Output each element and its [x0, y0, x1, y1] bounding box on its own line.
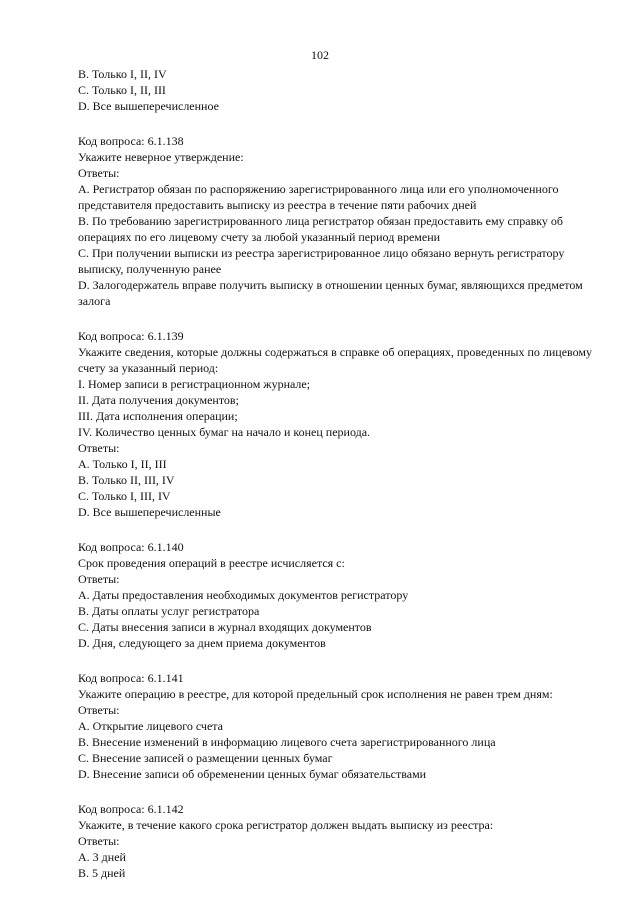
question-block-6-1-142	[78, 801, 598, 881]
answer-option: B. Только I, II, IV	[78, 67, 167, 81]
answers-label: Ответы:	[78, 441, 120, 455]
answer-option: D. Внесение записи об обременении ценных бумаг обязательствами	[78, 767, 427, 781]
answer-option: D. Все вышеперечисленное	[78, 99, 219, 113]
answer-option: C. Только I, II, III	[78, 83, 166, 97]
question-text: Укажите неверное утверждение:	[78, 150, 244, 164]
answer-option: A. 3 дней	[78, 850, 126, 864]
answer-option: C. Только I, III, IV	[78, 489, 171, 503]
question-code: Код вопроса: 6.1.140	[78, 540, 184, 554]
answers-label: Ответы:	[78, 703, 120, 717]
answer-option: C. Даты внесения записи в журнал входящих документов	[78, 620, 372, 634]
answer-option: B. 5 дней	[78, 866, 126, 880]
question-block-6-1-141	[78, 670, 598, 782]
question-item: I. Номер записи в регистрационном журнале;	[78, 377, 311, 391]
question-code: Код вопроса: 6.1.142	[78, 802, 184, 816]
question-block-6-1-139	[78, 328, 598, 520]
question-text: Укажите сведения, которые должны содержаться в справке об операциях, проведенных по лицевому счету за указанный период:	[78, 345, 592, 375]
question-item: II. Дата получения документов;	[78, 393, 239, 407]
question-block-6-1-138	[78, 133, 598, 309]
answer-option: D. Залогодержатель вправе получить выписку в отношении ценных бумаг, являющихся предметом залога	[78, 278, 583, 308]
question-code: Код вопроса: 6.1.139	[78, 329, 184, 343]
answer-option: B. Только II, III, IV	[78, 473, 175, 487]
answer-option: B. По требованию зарегистрированного лица регистратор обязан предоставить ему справку об операциях по его лицевому счету за любой указанный период времени	[78, 214, 564, 244]
question-text: Укажите, в течение какого срока регистратор должен выдать выписку из реестра:	[78, 818, 494, 832]
answer-option: D. Дня, следующего за днем приема документов	[78, 636, 326, 650]
answer-option: A. Даты предоставления необходимых документов регистратору	[78, 588, 409, 602]
answer-option: B. Даты оплаты услуг регистратора	[78, 604, 260, 618]
question-item: IV. Количество ценных бумаг на начало и конец периода.	[78, 425, 371, 439]
question-text: Укажите операцию в реестре, для которой предельный срок исполнения не равен трем дням:	[78, 687, 553, 701]
question-text: Срок проведения операций в реестре исчисляется с:	[78, 556, 345, 570]
answers-label: Ответы:	[78, 572, 120, 586]
answer-option: A. Только I, II, III	[78, 457, 167, 471]
answer-option: A. Открытие лицевого счета	[78, 719, 223, 733]
question-code: Код вопроса: 6.1.138	[78, 134, 184, 148]
answers-label: Ответы:	[78, 834, 120, 848]
page-content	[78, 66, 598, 881]
answer-option: B. Внесение изменений в информацию лицевого счета зарегистрированного лица	[78, 735, 496, 749]
answer-option: C. Внесение записей о размещении ценных бумаг	[78, 751, 333, 765]
answer-option: C. При получении выписки из реестра зарегистрированное лицо обязано вернуть регистратору выписку, полученную ранее	[78, 246, 565, 276]
previous-question-answers	[78, 66, 598, 114]
answer-option: A. Регистратор обязан по распоряжению зарегистрированного лица или его уполномоченного представителя предоставить выписку из реестра в течение пяти рабочих дней	[78, 182, 559, 212]
question-code: Код вопроса: 6.1.141	[78, 671, 184, 685]
page-number: 102	[311, 48, 329, 62]
question-block-6-1-140	[78, 539, 598, 651]
answer-option: D. Все вышеперечисленные	[78, 505, 221, 519]
answers-label: Ответы:	[78, 166, 120, 180]
question-item: III. Дата исполнения операции;	[78, 409, 238, 423]
